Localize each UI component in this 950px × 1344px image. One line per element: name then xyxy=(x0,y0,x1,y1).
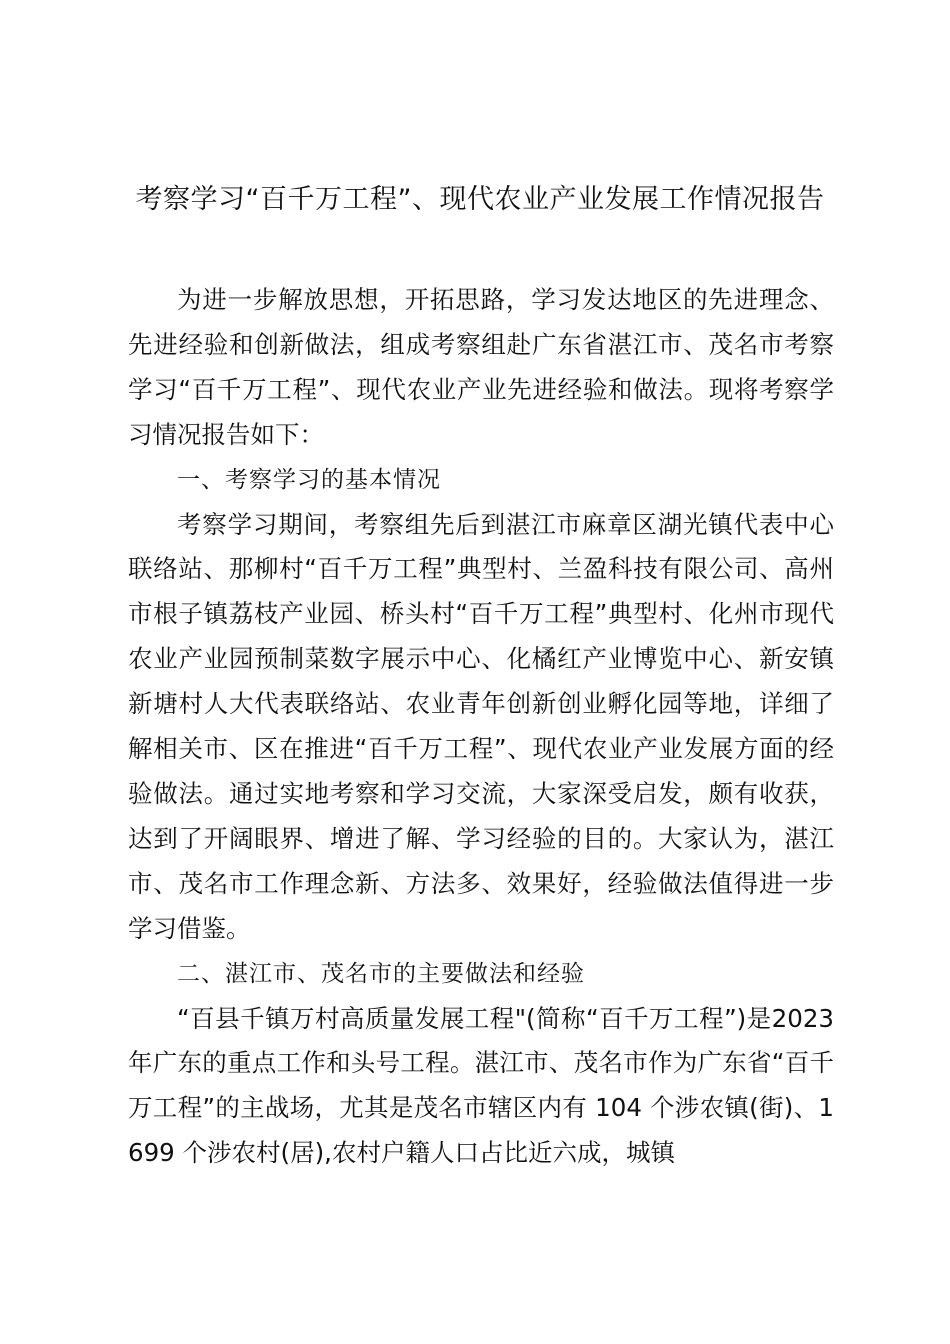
section-1-paragraph: 考察学习期间，考察组先后到湛江市麻章区湖光镇代表中心联络站、那柳村“百千万工程”典型村、兰盈科技有限公司、高州市根子镇荔枝产业园、桥头村“百千万工程”典型村、化州市现代农业产业园预制菜数字展示中心、化橘红产业博览中心、新安镇新塘村人大代表联络站、农业青年创新创业孵化园等地，详细了解相关市、区在推进“百千万工程”、现代农业产业发展方面的经验做法。通过实地考察和学习交流，大家深受启发，颇有收获，达到了开阔眼界、增进了解、学习经验的目的。大家认为，湛江市、茂名市工作理念新、方法多、效果好，经验做法值得进一步学习借鉴。 xyxy=(128,509,834,943)
section-2-paragraph: “百县千镇万村高质量发展工程"(简称“百千万工程”)是2023 年广东的重点工作和头号工程。湛江市、茂名市作为广东省“百千万工程”的主战场，尤其是茂名市辖区内有 104 个涉农镇(街)、1699 个涉农村(居),农村户籍人口占比近六成，城镇 xyxy=(128,1003,834,1168)
document-title: 考察学习“百千万工程”、现代农业产业发展工作情况报告 xyxy=(135,184,825,215)
section-heading-2: 二、湛江市、茂名市的主要做法和经验 xyxy=(177,960,585,987)
document-body xyxy=(128,278,834,1176)
intro-paragraph: 为进一步解放思想，开拓思路，学习发达地区的先进理念、先进经验和创新做法，组成考察组赴广东省湛江市、茂名市考察学习“百千万工程”、现代农业产业先进经验和做法。现将考察学习情况报告如下： xyxy=(128,285,834,449)
section-heading-1: 一、考察学习的基本情况 xyxy=(177,466,441,493)
